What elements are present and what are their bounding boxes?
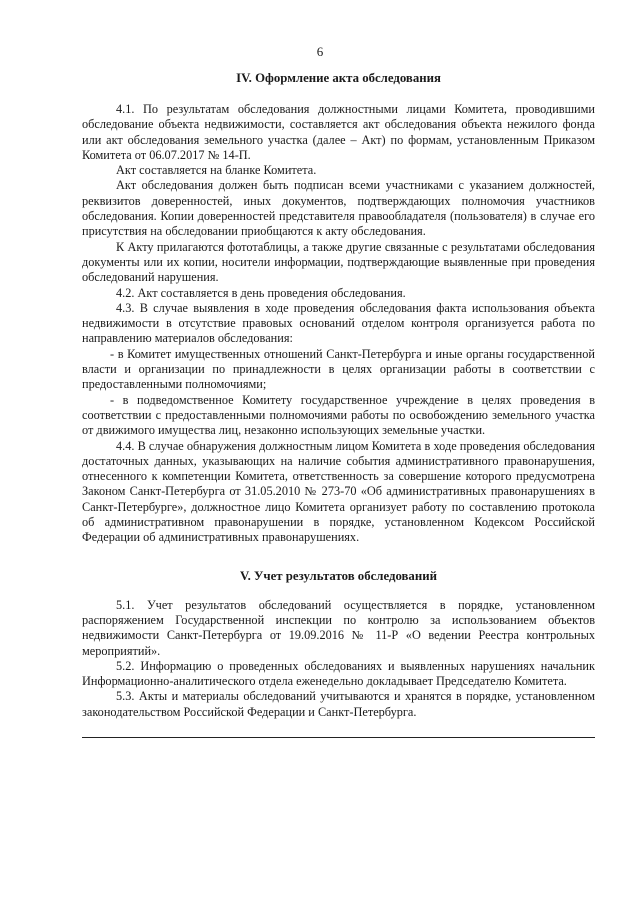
paragraph-attachments: К Акту прилагаются фототаблицы, а также другие связанные с результатами обследования документы или их копии, носители информации, подтверждающие выявленные при проведения обследований нарушения.: [82, 239, 595, 285]
document-body: [82, 70, 595, 720]
page-number: 6: [316, 44, 324, 59]
section-5-title: V. Учет результатов обследований: [240, 568, 437, 583]
section-4-title: IV. Оформление акта обследования: [236, 71, 441, 85]
paragraph-act-blank: Акт составляется на бланке Комитета.: [116, 163, 317, 178]
paragraph-4-3: 4.3. В случае выявления в ходе проведения обследования факта использования объекта недвижимости в отсутствие правовых оснований отделом контроля организуется работа по направлению материалов обследования:: [82, 300, 595, 346]
closing-divider: [82, 737, 595, 738]
paragraph-4-4: 4.4. В случае обнаружения должностным лицом Комитета в ходе проведения обследования достаточных данных, указывающих на наличие события административного правонарушения, отнесенного к компетенции Комитета, ответственность за совершение которого предусмотрена Законом Санкт-Петербурга от 31.05.2010 № 273-70 «Об административных правонарушениях в Санкт-Петербурге», должностное лицо Комитета организует работу по составлению протокола об административном правонарушении в порядке, установленном Кодексом Российской Федерации об административных правонарушениях.: [82, 438, 595, 545]
paragraph-act-signing: Акт обследования должен быть подписан всеми участниками с указанием должностей, реквизитов доверенностей, иных документов, подтверждающих полномочия участников обследования. Копии доверенностей представителя правообладателя (пользователя) в случае его присутствия на обследовании приобщаются к акту обследования.: [82, 178, 595, 239]
paragraph-4-1: 4.1. По результатам обследования должностными лицами Комитета, проводившими обследование объекта недвижимости, составляется акт обследования объекта нежилого фонда или акт обследования земельного участка (далее – Акт) по формам, установленным Приказом Комитета от 06.07.2017 № 14-П.: [82, 102, 595, 162]
paragraph-4-2: 4.2. Акт составляется в день проведения обследования.: [116, 285, 406, 300]
paragraph-5-3: 5.3. Акты и материалы обследований учитываются и хранятся в порядке, установленном законодательством Российской Федерации и Санкт-Петербурга.: [82, 689, 595, 719]
list-item: - в Комитет имущественных отношений Санкт-Петербурга и иные органы государственной власти и организации по принадлежности в целях организации работы в соответствии с предоставленными полномочиями;: [82, 346, 595, 392]
list-item: - в подведомственное Комитету государственное учреждение в целях проведения в соответствии с предоставленными полномочиями работы по освобождению земельного участка от движимого имущества лиц, незаконно использующих земельные участки.: [82, 392, 595, 438]
paragraph-5-2: 5.2. Информацию о проведенных обследованиях и выявленных нарушениях начальник Информационно-аналитического отдела еженедельно докладывает Председателю Комитета.: [82, 658, 595, 689]
paragraph-5-1: 5.1. Учет результатов обследований осуществляется в порядке, установленном распоряжением Государственной инспекции по контролю за использованием объектов недвижимости Санкт-Петербурга от 19.09.2016 № 11-Р «О ведении Реестра контрольных мероприятий».: [82, 597, 595, 658]
